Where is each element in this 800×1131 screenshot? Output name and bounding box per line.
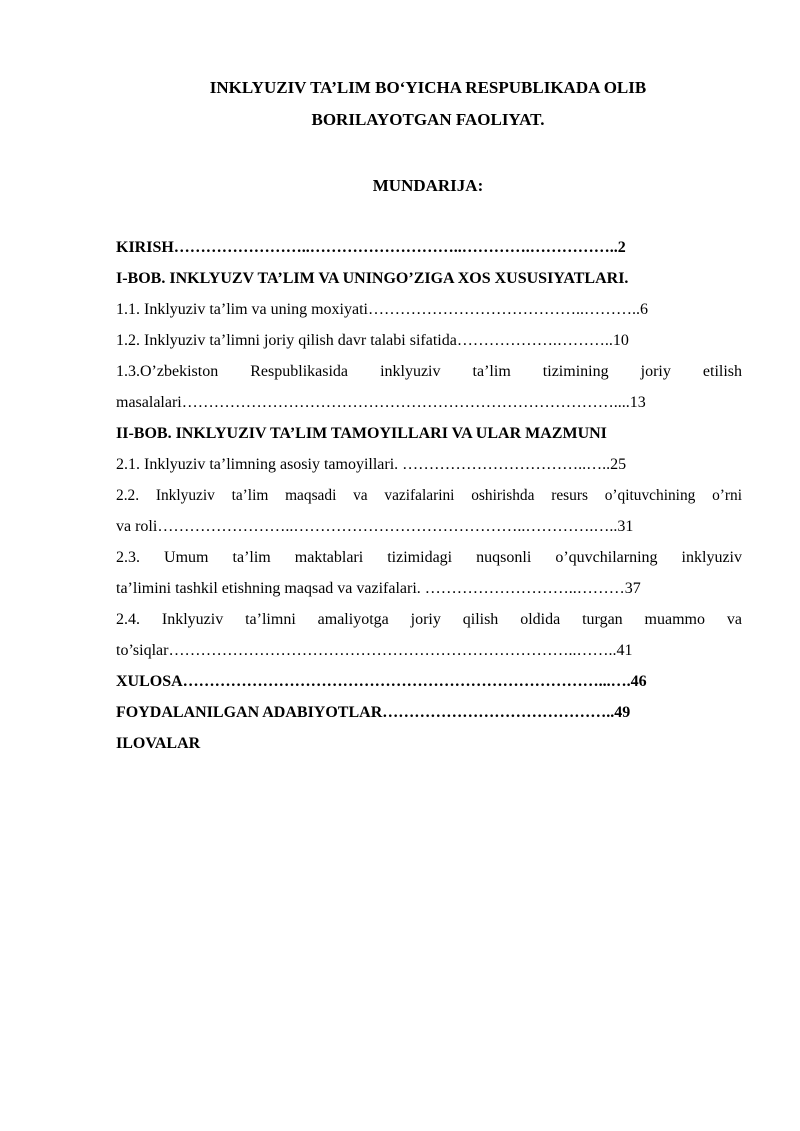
- document-title-line-1: INKLYUZIV TA’LIM BO‘YICHA RESPUBLIKADA OLIB: [209, 78, 647, 97]
- toc-item-1-1: 1.1. Inklyuziv ta’lim va uning moxiyati…………………………………..………..6: [116, 301, 648, 318]
- toc-xulosa: XULOSA……………………………………………………………………...….46: [116, 673, 647, 690]
- toc-item-2-1: 2.1. Inklyuziv ta’limning asosiy tamoyillari. ……………………………..…..25: [116, 456, 627, 473]
- toc-adabiyotlar: FOYDALANILGAN ADABIYOTLAR……………………………………..49: [116, 704, 631, 721]
- toc-ilovalar: ILOVALAR: [116, 735, 201, 752]
- toc-item-1-3-line-2: masalalari………………………………………………………………………....13: [116, 394, 646, 411]
- toc-item-2-3-line-1: 2.3. Umum ta’lim maktablari tizimidagi nuqsonli o’quvchilarning inklyuziv: [116, 549, 742, 566]
- toc-item-2-4-line-1: 2.4. Inklyuziv ta’limni amaliyotga joriy qilish oldida turgan muammo va: [116, 611, 742, 628]
- toc-chapter-2: II-BOB. INKLYUZIV TA’LIM TAMOYILLARI VA ULAR MAZMUNI: [116, 425, 607, 442]
- document-title-line-2: BORILAYOTGAN FAOLIYAT.: [311, 110, 545, 129]
- toc-kirish: KIRISH……………………..………………………..………….……………..2: [116, 239, 626, 256]
- toc-item-2-4-line-2: to’siqlar…………………………………………………………………..……..41: [116, 642, 633, 659]
- toc-item-2-2-line-2: va roli……………………..……………………………………..………….…..31: [116, 518, 634, 535]
- contents-heading: MUNDARIJA:: [372, 176, 484, 195]
- toc-chapter-1: I-BOB. INKLYUZV TA’LIM VA UNINGO’ZIGA XOS XUSUSIYATLARI.: [116, 270, 629, 287]
- toc-item-1-3-line-1: 1.3.O’zbekiston Respublikasida inklyuziv ta’lim tizimining joriy etilish: [116, 363, 742, 380]
- toc-item-1-2: 1.2. Inklyuziv ta’limni joriy qilish davr talabi sifatida……………….………..10: [116, 332, 629, 349]
- table-of-contents: [116, 238, 742, 765]
- toc-item-2-2-line-1: 2.2. Inklyuziv ta’lim maqsadi va vazifalarini oshirishda resurs o’qituvchining o’rni: [116, 487, 742, 504]
- toc-item-2-3-line-2: ta’limini tashkil etishning maqsad va vazifalari. ………………………..………37: [116, 580, 641, 597]
